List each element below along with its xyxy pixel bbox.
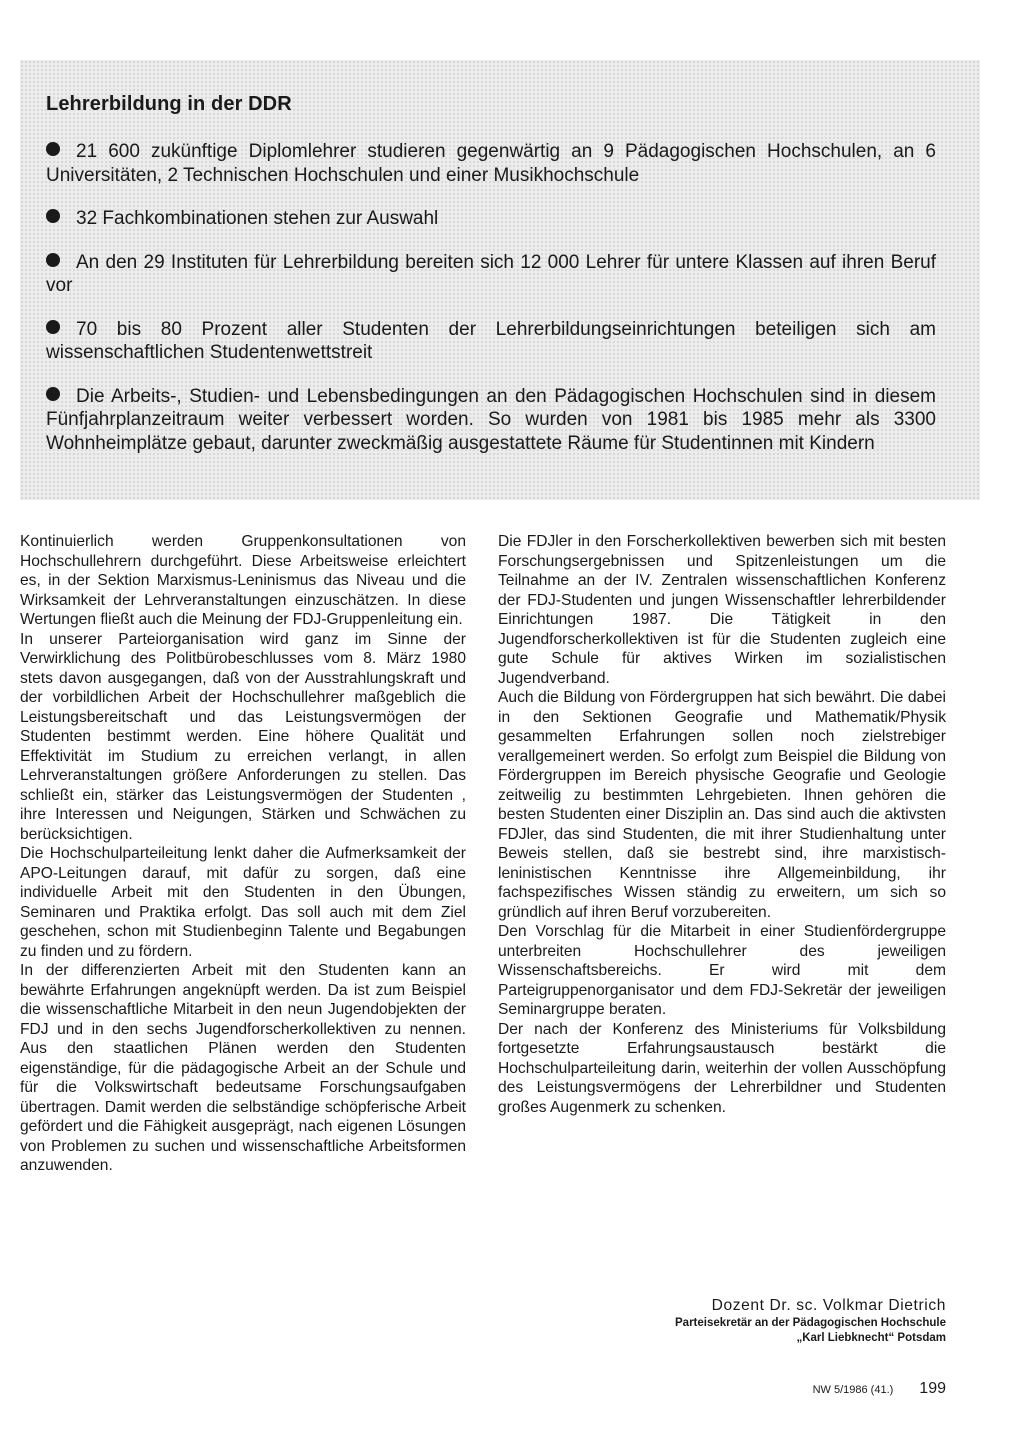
paragraph: In unserer Parteiorganisation wird ganz im Sinne der Verwirklichung des Politbürobeschlusses vom 8. März 1980 stets davon ausgegangen, daß von der Ausstrahlungskraft und der vorbildlichen Arbeit der Hochschullehrer maßgeblich die Leistungsbereitschaft und das Leistungsvermögen der Studenten bestimmt werden. Eine höhere Qualität und Effektivität im Studium zu erreichen verlangt, in allen Lehrveranstaltungen größere Anforderungen zu stellen. Das schließt ein, stärker das Leistungsvermögen der Studenten , ihre Interessen und Neigungen, Stärken und Schwächen zu berücksichtigen. (20, 630, 466, 843)
bullet-dot-icon (46, 387, 60, 401)
paragraph: Den Vorschlag für die Mitarbeit in einer Studienfördergruppe unterbreiten Hochschullehrer des jeweiligen Wissenschaftsbereichs. Er wird mit dem Parteigruppenorganisator und dem FDJ-Sekretär der jeweiligen Seminargruppe beraten. (498, 923, 946, 1018)
paragraph: Die FDJler in den Forscherkollektiven bewerben sich mit besten Forschungsergebnissen und Spitzenleistungen um die Teilnahme an der IV. Zentralen wissenschaftlichen Konferenz der FDJ-Studenten und jungen Wissenschaftler lehrerbildender Einrichtungen 1987. Die Tätigkeit in den Jugendforscherkollektiven ist für die Studenten zugleich eine gute Schule für aktives Wirken im sozialistischen Jugendverband. (498, 533, 946, 687)
paragraph: In der differenzierten Arbeit mit den Studenten kann an bewährte Erfahrungen angeknüpft werden. Da ist zum Beispiel die wissenschaftliche Mitarbeit in den neun Jugendobjekten der FDJ und in den sechs Jugendforscherkollektiven zu nennen. Aus den staatlichen Plänen werden den Studenten eigenständige, für die pädagogische Arbeit an der Schule und für die Volkswirtschaft bedeutsame Forschungsaufgaben übertragen. Damit werden die selbständige schöpferische Arbeit gefördert und die Fähigkeit ausgeprägt, nach eigenen Lösungen von Problemen zu suchen und wissenschaftliche Arbeitsformen anzuwenden. (20, 962, 466, 1174)
bullet-item (46, 140, 936, 187)
author-affiliation: „Karl Liebknecht“ Potsdam (796, 1332, 946, 1344)
bullet-text: 70 bis 80 Prozent aller Studenten der Lehrerbildungseinrichtungen beteiligen sich am wissenschaftlichen Studentenwettstreit (46, 318, 936, 363)
author-role: Parteisekretär an der Pädagogischen Hochschule (675, 1317, 946, 1329)
bullet-dot-icon (46, 142, 60, 156)
bullet-item (46, 251, 936, 298)
info-box-title: Lehrerbildung in der DDR (46, 93, 292, 115)
bullet-item (46, 385, 936, 456)
journal-reference: NW 5/1986 (41.) (812, 1384, 894, 1396)
bullet-text: Die Arbeits-, Studien- und Lebensbedingungen an den Pädagogischen Hochschulen sind in diesem Fünfjahrplanzeitraum weiter verbessert worden. So wurden von 1981 bis 1985 mehr als 3300 Wohnheimplätze gebaut, darunter zweckmäßig ausgestattete Räume für Studentinnen mit Kindern (46, 385, 936, 454)
bullet-text: An den 29 Instituten für Lehrerbildung bereiten sich 12 000 Lehrer für untere Klassen auf ihren Beruf vor (46, 251, 936, 296)
paragraph: Die Hochschulparteileitung lenkt daher die Aufmerksamkeit der APO-Leitungen darauf, mit dafür zu sorgen, daß eine individuelle Arbeit mit den Studenten in den Übungen, Seminaren und Praktika erfolgt. Das soll auch mit dem Ziel geschehen, schon mit Studienbeginn Talente und Begabungen zu finden und zu fördern. (20, 845, 466, 960)
bullet-dot-icon (46, 253, 60, 267)
article-right-column (498, 532, 946, 1117)
bullet-dot-icon (46, 209, 60, 223)
author-signature (675, 1296, 946, 1346)
article-left-column (20, 532, 466, 1176)
paragraph: Kontinuierlich werden Gruppenkonsultationen von Hochschullehrern durchgeführt. Diese Arbeitsweise erleichtert es, in der Sektion Marxismus-Leninismus das Niveau und die Wirksamkeit der Lehrveranstaltungen einzuschätzen. In diese Wertungen fließt auch die Meinung der FDJ-Gruppenleitung ein. (20, 533, 466, 628)
bullet-text: 32 Fachkombinationen stehen zur Auswahl (76, 208, 439, 229)
info-box-bullets (46, 140, 936, 475)
page-number: 199 (919, 1380, 946, 1397)
page-footer (813, 1380, 946, 1398)
bullet-dot-icon (46, 320, 60, 334)
bullet-text: 21 600 zukünftige Diplomlehrer studieren gegenwärtig an 9 Pädagogischen Hochschulen, an 6 Universitäten, 2 Technischen Hochschulen und einer Musikhochschule (46, 141, 936, 186)
paragraph: Auch die Bildung von Fördergruppen hat sich bewährt. Die dabei in den Sektionen Geografie und Mathematik/Physik gesammelten Erfahrungen sollen noch zielstrebiger verallgemeinert werden. So erfolgt zum Beispiel die Bildung von Fördergruppen im Bereich physische Geografie und Geologie zeitweilig zu bestimmten Lehrgebieten. Ihnen gehören die besten Studenten einer Disziplin an. Das sind auch die aktivsten FDJler, das sind Studenten, die mit ihrer Studienhaltung unter Beweis stellen, daß sie bestrebt sind, ihre marxistisch-leninistischen Kenntnisse ihre Allgemeinbildung, ihr fachspezifisches Wissen ständig zu erweitern, um sich so gründlich auf ihren Beruf vorzubereiten. (498, 689, 946, 921)
bullet-item (46, 318, 936, 365)
paragraph: Der nach der Konferenz des Ministeriums für Volksbildung fortgesetzte Erfahrungsaustausch bestärkt die Hochschulparteileitung darin, weiterhin der vollen Ausschöpfung des Leistungsvermögens der Lehrerbildner und Studenten großes Augenmerk zu schenken. (498, 1020, 946, 1116)
bullet-item (46, 207, 936, 231)
author-name: Dozent Dr. sc. Volkmar Dietrich (711, 1297, 946, 1314)
